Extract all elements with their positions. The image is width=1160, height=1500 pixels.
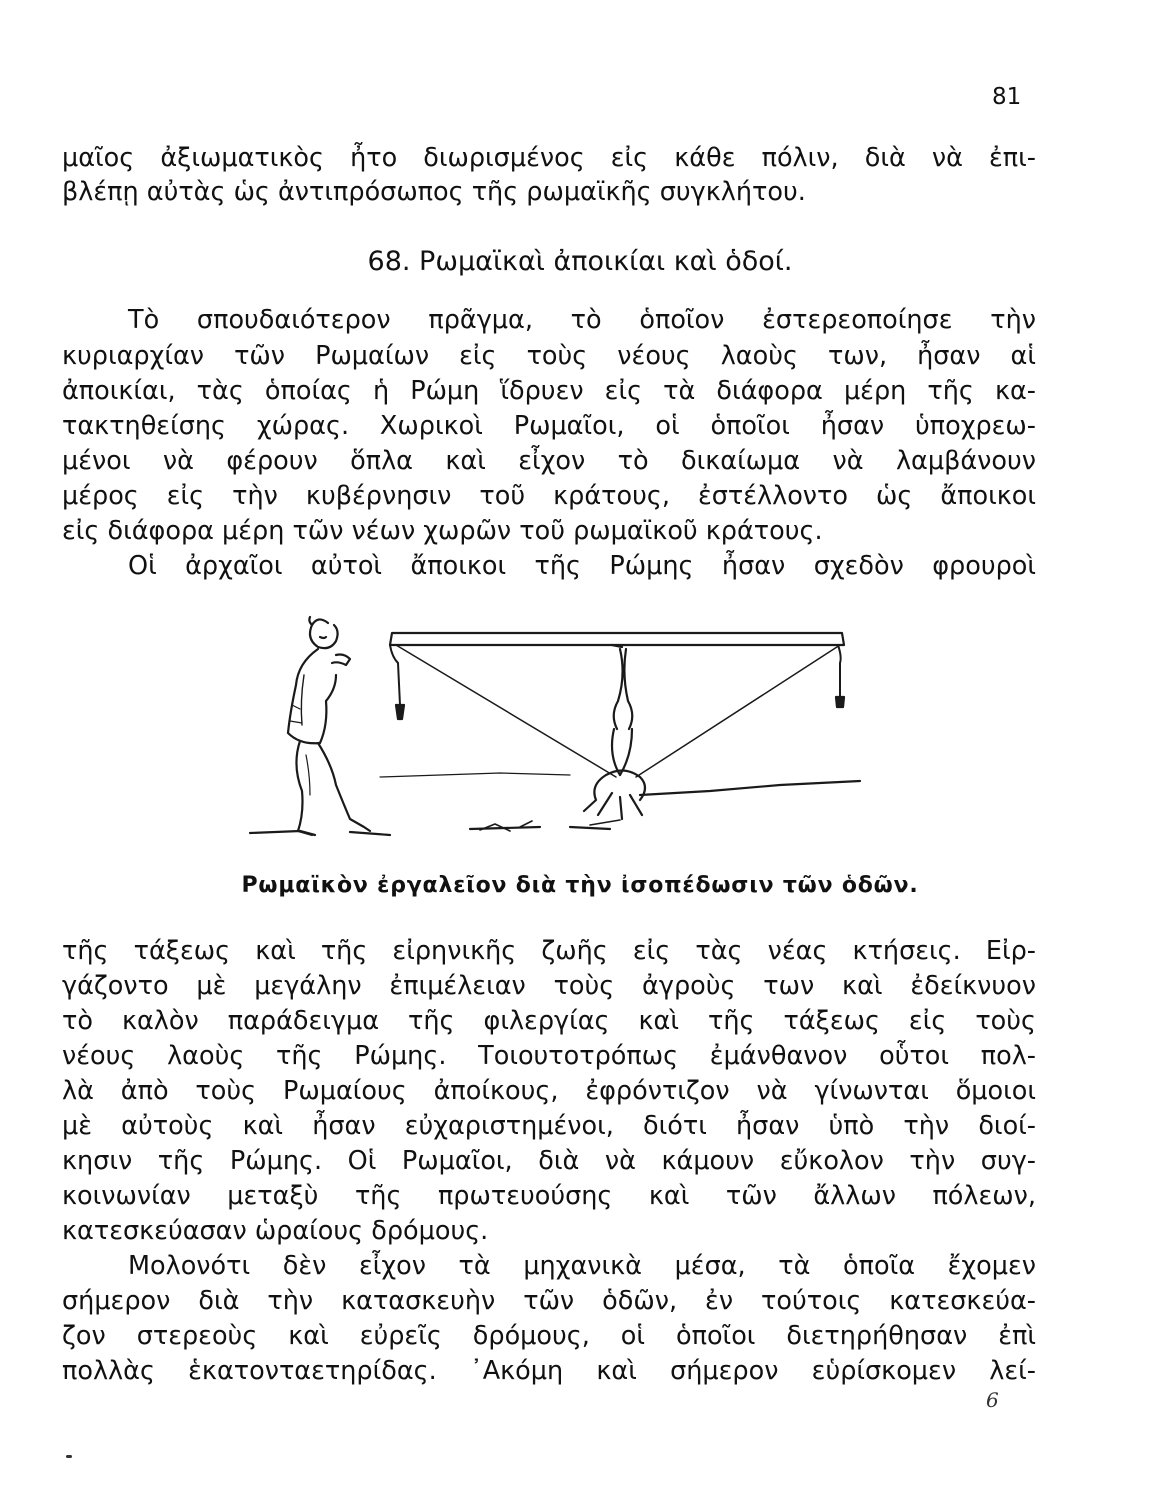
figure-caption: Ρωμαϊκὸν ἐργαλεῖον διὰ τὴν ἰσοπέδωσιν τῶν ὁδῶν. — [241, 873, 919, 898]
section-heading: 68. Ρωμαϊκαὶ ἀποικίαι καὶ ὁδοί. — [367, 246, 793, 277]
page-number: 81 — [992, 84, 1022, 110]
text-line: γάζοντο μὲ μεγάλην ἐπιμέλειαν τοὺς ἀγροὺς των καὶ ἐδείκνυον — [62, 971, 1036, 1001]
text-line: τῆς τάξεως καὶ τῆς εἰρηνικῆς ζωῆς εἰς τὰς νέας κτήσεις. Εἰρ- — [62, 936, 1036, 966]
text-line: Οἱ ἀρχαῖοι αὐτοὶ ἄποικοι τῆς Ρώμης ἦσαν σχεδὸν φρουροὶ — [128, 551, 1036, 581]
text-line: εἰς διάφορα μέρη τῶν νέων χωρῶν τοῦ ρωμαϊκοῦ κράτους. — [62, 516, 823, 546]
text-line: ζον στερεοὺς καὶ εὐρεῖς δρόμους, οἱ ὁποῖοι διετηρήθησαν ἐπὶ — [62, 1321, 1036, 1351]
text-line: μένοι νὰ φέρουν ὅπλα καὶ εἶχον τὸ δικαίωμα νὰ λαμβάνουν — [62, 446, 1036, 476]
text-line: τὸ καλὸν παράδειγμα τῆς φιλεργίας καὶ τῆς τάξεως εἰς τοὺς — [62, 1006, 1036, 1036]
text-line: βλέπῃ αὐτὰς ὡς ἀντιπρόσωπος τῆς ρωμαϊκῆς συγκλήτου. — [62, 177, 806, 207]
text-line: τακτηθείσης χώρας. Χωρικοὶ Ρωμαῖοι, οἱ ὁποῖοι ἦσαν ὑποχρεω- — [62, 411, 1036, 441]
text-line: κατεσκεύασαν ὡραίους δρόμους. — [62, 1216, 489, 1246]
text-line: κυριαρχίαν τῶν Ρωμαίων εἰς τοὺς νέους λαοὺς των, ἦσαν αἱ — [62, 341, 1036, 371]
text-line: σήμερον διὰ τὴν κατασκευὴν τῶν ὁδῶν, ἐν τούτοις κατεσκεύα- — [62, 1286, 1036, 1316]
ink-speck — [66, 1455, 72, 1458]
text-line: μαῖος ἀξιωματικὸς ἦτο διωρισμένος εἰς κάθε πόλιν, διὰ νὰ ἐπι- — [62, 143, 1036, 173]
text-line: πολλὰς ἑκατονταετηρίδας. ᾿Ακόμη καὶ σήμερον εὑρίσκομεν λεί- — [62, 1356, 1036, 1386]
text-line: κοινωνίαν μεταξὺ τῆς πρωτευούσης καὶ τῶν ἄλλων πόλεων, — [62, 1181, 1036, 1211]
text-line: Μολονότι δὲν εἶχον τὰ μηχανικὰ μέσα, τὰ ὁποῖα ἔχομεν — [128, 1251, 1036, 1281]
road-leveling-tool-illustration — [240, 605, 880, 855]
text-line: Τὸ σπουδαιότερον πρᾶγμα, τὸ ὁποῖον ἐστερεοποίησε τὴν — [128, 305, 1036, 335]
text-line: μὲ αὐτοὺς καὶ ἦσαν εὐχαριστημένοι, διότι ἦσαν ὑπὸ τὴν διοί- — [62, 1111, 1036, 1141]
text-line: κησιν τῆς Ρώμης. Οἱ Ρωμαῖοι, διὰ νὰ κάμουν εὔκολον τὴν συγ- — [62, 1146, 1036, 1176]
text-line: ἀποικίαι, τὰς ὁποίας ἡ Ρώμη ἵδρυεν εἰς τὰ διάφορα μέρη τῆς κα- — [62, 376, 1036, 406]
text-line: νέους λαοὺς τῆς Ρώμης. Τοιουτοτρόπως ἐμάνθανον οὗτοι πολ- — [62, 1041, 1036, 1071]
folio-mark: 6 — [986, 1388, 999, 1412]
text-line: μέρος εἰς τὴν κυβέρνησιν τοῦ κράτους, ἐστέλλοντο ὡς ἄποικοι — [62, 481, 1036, 511]
text-line: λὰ ἀπὸ τοὺς Ρωμαίους ἀποίκους, ἐφρόντιζον νὰ γίνωνται ὅμοιοι — [62, 1076, 1036, 1106]
